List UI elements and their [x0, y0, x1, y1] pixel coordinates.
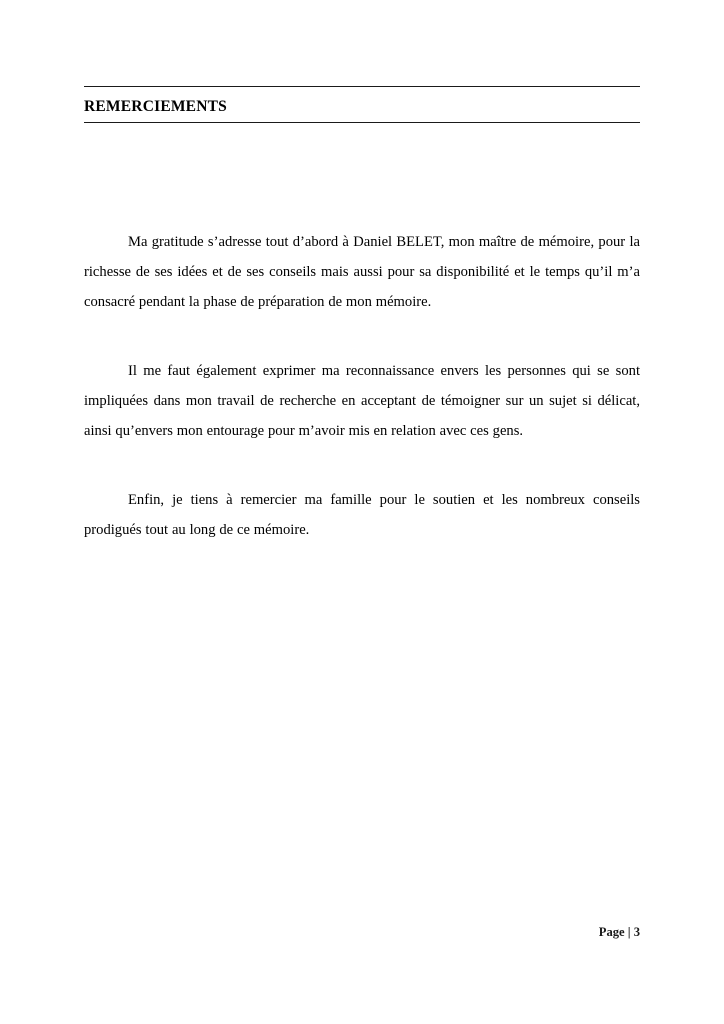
- body-text: [84, 227, 640, 545]
- page-content: [84, 86, 640, 545]
- page-number-footer: Page | 3: [598, 925, 640, 939]
- paragraph-3: Enfin, je tiens à remercier ma famille pour le soutien et les nombreux conseils prodigués tout au long de ce mémoire.: [84, 492, 640, 539]
- heading-block: [84, 87, 640, 122]
- heading-bottom-rule: [84, 122, 640, 123]
- paragraph-1: Ma gratitude s’adresse tout d’abord à Daniel BELET, mon maître de mémoire, pour la richesse de ses idées et de ses conseils mais aussi pour sa disponibilité et le temps qu’il m’a consacré pendant la phase de préparation de mon mémoire.: [84, 234, 640, 311]
- page-title: REMERCIEMENTS: [84, 98, 227, 115]
- paragraph-2: Il me faut également exprimer ma reconnaissance envers les personnes qui se sont impliquées dans mon travail de recherche en acceptant de témoigner sur un sujet si délicat, ainsi qu’envers mon entourage pour m’avoir mis en relation avec ces gens.: [84, 363, 640, 440]
